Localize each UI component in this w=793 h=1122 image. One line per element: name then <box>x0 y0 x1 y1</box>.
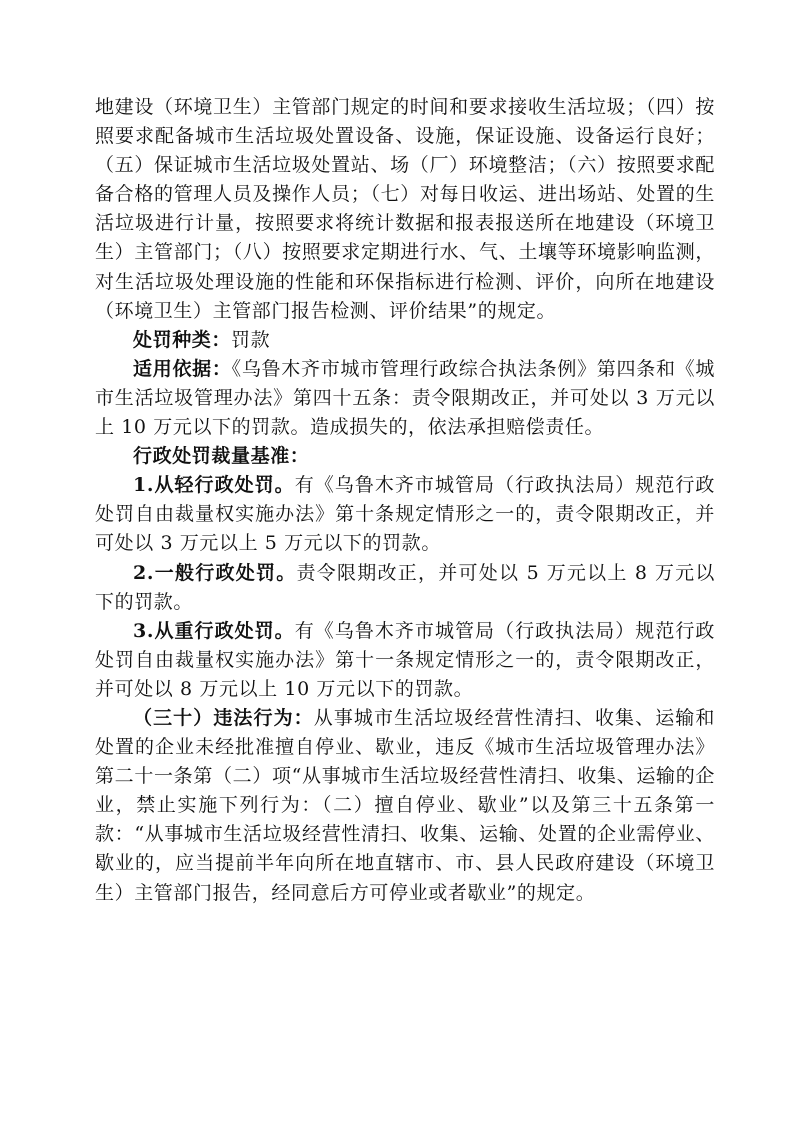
level-lenient-label: 1.从轻行政处罚。 <box>133 474 295 497</box>
penalty-type-paragraph <box>95 326 715 355</box>
violation-text: 从事城市生活垃圾经营性清扫、收集、运输和处置的企业未经批准擅自停业、歇业，违反《城市生活垃圾管理办法》第二十一条第（二）项“从事城市生活垃圾经营性清扫、收集、运输的企业，禁止实施下列行为：（二）擅自停业、歇业”以及第三十五条第一款：“从事城市生活垃圾经营性清扫、收集、运输、处置的企业需停业、歇业的，应当提前半年向所在地直辖市、市、县人民政府建设（环境卫生）主管部门报告，经同意后方可停业或者歇业”的规定。 <box>95 706 715 904</box>
level-lenient-text: 有《乌鲁木齐市城管局（行政执法局）规范行政处罚自由裁量权实施办法》第十条规定情形之一的，责令限期改正，并可处以 3 万元以上 5 万元以下的罚款。 <box>95 474 715 555</box>
level-severe-paragraph <box>95 617 715 704</box>
penalty-type-label: 处罚种类： <box>133 328 232 351</box>
level-general-paragraph <box>95 559 715 617</box>
standard-heading: 行政处罚裁量基准： <box>133 445 310 468</box>
level-lenient-paragraph <box>95 471 715 558</box>
violation-label: （三十）违法行为： <box>133 706 314 729</box>
legal-basis-label: 适用依据： <box>133 357 232 380</box>
level-general-text: 责令限期改正，并可处以 5 万元以上 8 万元以下的罚款。 <box>95 561 715 613</box>
document-page <box>95 93 715 908</box>
violation-paragraph <box>95 704 715 908</box>
paragraph-continued: 地建设（环境卫生）主管部门规定的时间和要求接收生活垃圾；（四）按照要求配备城市生活垃圾处置设备、设施，保证设施、设备运行良好；（五）保证城市生活垃圾处置站、场（厂）环境整洁；（六）按照要求配备合格的管理人员及操作人员；（七）对每日收运、进出场站、处置的生活垃圾进行计量，按照要求将统计数据和报表报送所在地建设（环境卫生）主管部门；（八）按照要求定期进行水、气、土壤等环境影响监测，对生活垃圾处理设施的性能和环保指标进行检测、评价，向所在地建设（环境卫生）主管部门报告检测、评价结果”的规定。 <box>95 96 715 322</box>
level-general-label: 2.一般行政处罚。 <box>133 561 297 584</box>
level-severe-text: 有《乌鲁木齐市城管局（行政执法局）规范行政处罚自由裁量权实施办法》第十一条规定情形之一的，责令限期改正，并可处以 8 万元以上 10 万元以下的罚款。 <box>95 619 715 700</box>
penalty-type-text: 罚款 <box>231 328 271 351</box>
legal-basis-paragraph <box>95 355 715 442</box>
legal-basis-text: 《乌鲁木齐市城市管理行政综合执法条例》第四条和《城市生活垃圾管理办法》第四十五条：责令限期改正，并可处以 3 万元以上 10 万元以下的罚款。造成损失的，依法承担赔偿责任。 <box>95 357 715 439</box>
level-severe-label: 3.从重行政处罚。 <box>133 619 295 642</box>
